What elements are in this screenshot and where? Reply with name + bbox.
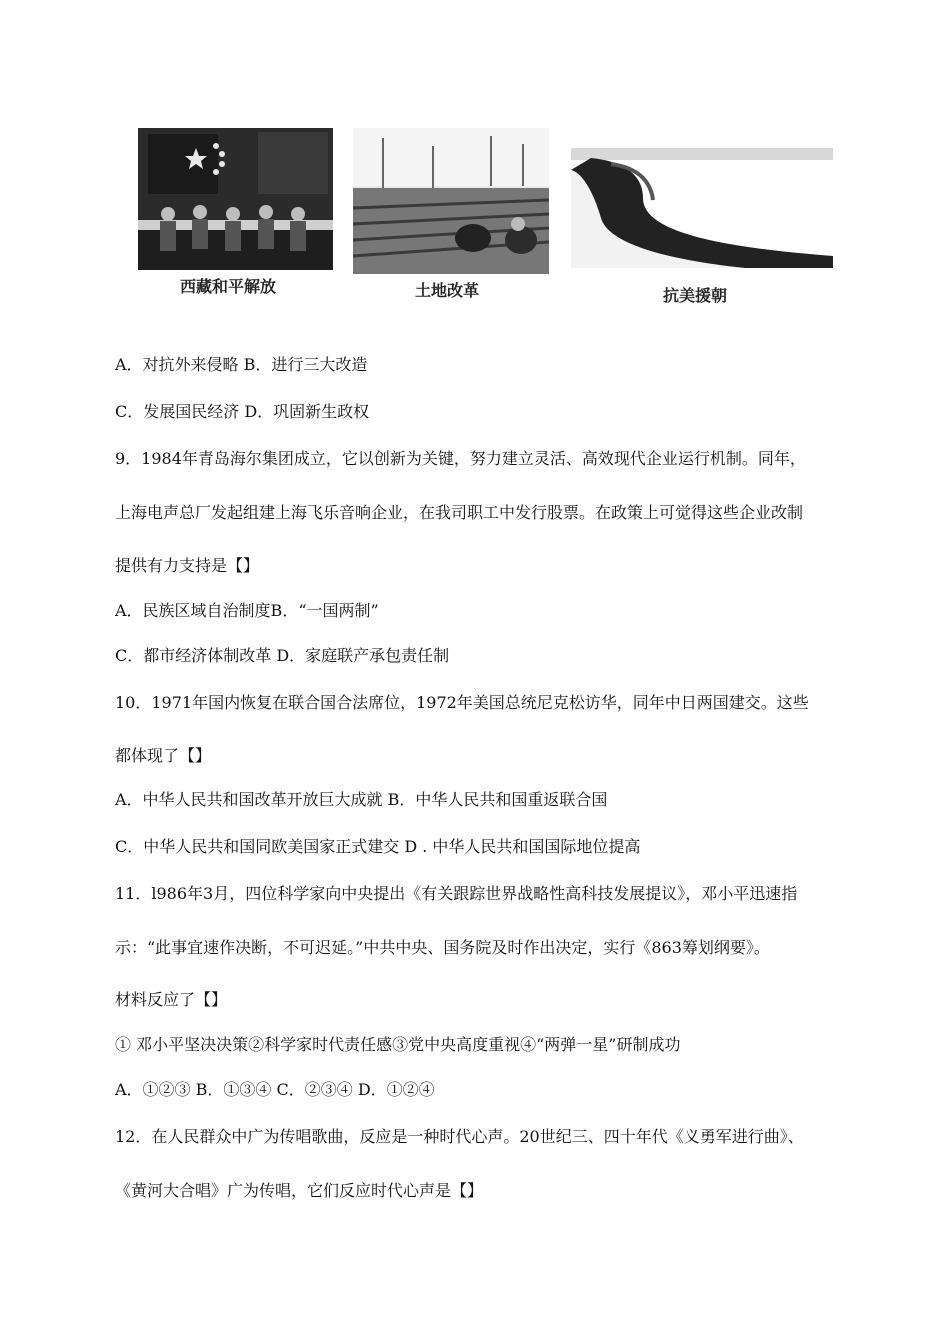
q11-stem-line1: 11．l986年3月，四位科学家向中央提出《有关跟踪世界战略性高科技发展提议》，邓小平迅速指 xyxy=(115,884,798,903)
photo-korea-war-image xyxy=(571,128,833,276)
photo-tibet-liberation xyxy=(138,128,333,300)
photo-tibet-image xyxy=(138,128,333,270)
photo-caption: 土地改革 xyxy=(415,281,480,300)
photo-caption: 抗美援朝 xyxy=(663,286,728,305)
q8-options-ab: A．对抗外来侵略 B．进行三大改造 xyxy=(115,355,368,374)
q9-stem-line3: 提供有力支持是【】 xyxy=(115,556,260,575)
q11-stem-line3: 材料反应了【】 xyxy=(115,990,228,1009)
photo-caption: 西藏和平解放 xyxy=(180,277,277,296)
photo-land-reform xyxy=(353,128,549,304)
q9-options-cd: C．都市经济体制改革 D．家庭联产承包责任制 xyxy=(115,646,450,665)
photo-korea-war xyxy=(571,128,833,308)
q12-stem-line2: 《黄河大合唱》广为传唱，它们反应时代心声是【】 xyxy=(115,1181,484,1200)
q11-options: A．①②③ B．①③④ C．②③④ D．①②④ xyxy=(115,1080,435,1099)
q8-options-cd: C．发展国民经济 D．巩固新生政权 xyxy=(115,402,370,421)
q9-stem-line1: 9．1984年青岛海尔集团成立，它以创新为关键，努力建立灵活、高效现代企业运行机制。同年， xyxy=(115,449,806,468)
photo-land-reform-image xyxy=(353,128,549,274)
q9-options-ab: A．民族区域自治制度B．“一国两制” xyxy=(115,601,379,620)
q9-stem-line2: 上海电声总厂发起组建上海飞乐音响企业，在我司职工中发行股票。在政策上可觉得这些企业改制 xyxy=(115,503,804,522)
q10-stem-line2: 都体现了【】 xyxy=(115,746,212,765)
q11-stem-line2: 示：“此事宜速作决断，不可迟延。”中共中央、国务院及时作出决定，实行《863筹划纲要》。 xyxy=(115,938,770,957)
q10-options-ab: A．中华人民共和国改革开放巨大成就 B．中华人民共和国重返联合国 xyxy=(115,790,608,809)
q10-options-cd: C．中华人民共和国同欧美国家正式建交 D . 中华人民共和国国际地位提高 xyxy=(115,837,641,856)
q10-stem-line1: 10．1971年国内恢复在联合国合法席位，1972年美国总统尼克松访华，同年中日两国建交。这些 xyxy=(115,693,809,712)
q11-statements: ① 邓小平坚决决策②科学家时代责任感③党中央高度重视④“两弹一星”研制成功 xyxy=(115,1035,681,1054)
q12-stem-line1: 12．在人民群众中广为传唱歌曲，反应是一种时代心声。20世纪三、四十年代《义勇军进行曲》、 xyxy=(115,1127,804,1146)
